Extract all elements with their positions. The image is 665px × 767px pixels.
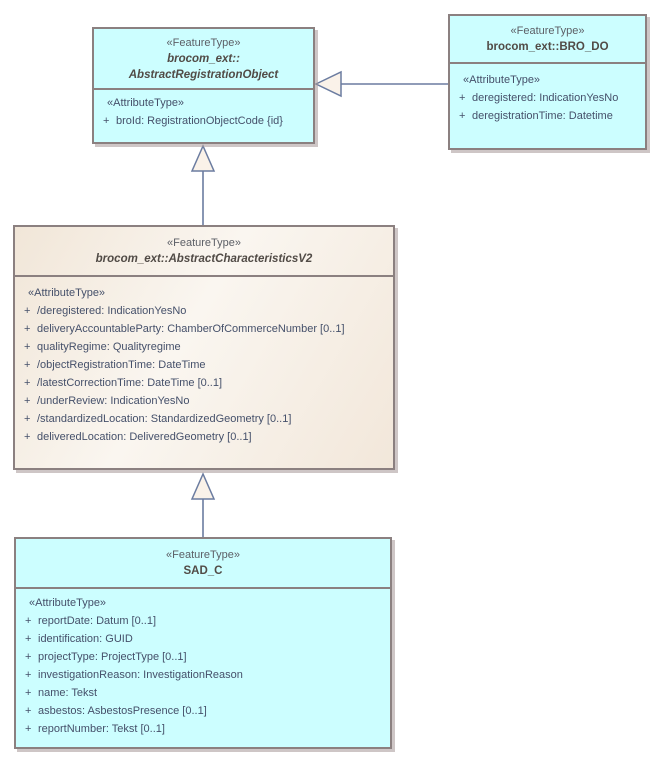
visibility-marker: +	[459, 110, 466, 122]
attribute-text: name: Tekst	[38, 687, 98, 699]
attribute-text: reportNumber: Tekst [0..1]	[38, 723, 165, 735]
attribute-text: /deregistered: IndicationYesNo	[37, 305, 187, 317]
attribute-text: deregistrationTime: Datetime	[472, 110, 613, 122]
attribute-text: projectType: ProjectType [0..1]	[38, 651, 187, 663]
visibility-marker: +	[103, 115, 110, 127]
attribute-list	[450, 89, 645, 125]
generalization-arrowhead-icon	[192, 146, 214, 171]
attribute-row	[15, 374, 393, 392]
attribute-compartment	[15, 277, 393, 446]
attribute-text: deliveredLocation: DeliveredGeometry [0..1]	[37, 431, 252, 443]
generalization-arrowhead-icon	[316, 72, 341, 96]
class-name: SAD_C	[183, 565, 223, 577]
attribute-stereotype: «AttributeType»	[29, 597, 107, 609]
attribute-row	[450, 89, 645, 107]
class-box-sad-c	[14, 537, 392, 749]
visibility-marker: +	[25, 687, 32, 699]
generalization-arrowhead-icon	[192, 474, 214, 499]
visibility-marker: +	[24, 359, 31, 371]
class-name-block	[16, 563, 390, 579]
class-header	[450, 16, 645, 64]
visibility-marker: +	[24, 395, 31, 407]
attribute-text: asbestos: AsbestosPresence [0..1]	[38, 705, 207, 717]
class-name: brocom_ext::BRO_DO	[486, 41, 609, 53]
visibility-marker: +	[25, 633, 32, 645]
attribute-text: /standardizedLocation: StandardizedGeometry [0..1]	[37, 413, 292, 425]
class-header	[15, 227, 393, 277]
class-box-abstract-registration-object	[92, 27, 315, 144]
class-name: brocom_ext::	[167, 52, 240, 65]
attribute-compartment	[94, 90, 313, 130]
class-box-abstract-characteristics-v2	[13, 225, 395, 470]
class-name-block	[94, 51, 313, 83]
attribute-row	[15, 356, 393, 374]
visibility-marker: +	[24, 431, 31, 443]
attribute-list	[16, 612, 390, 738]
visibility-marker: +	[24, 305, 31, 317]
visibility-marker: +	[25, 669, 32, 681]
attribute-list	[94, 112, 313, 130]
attribute-row	[15, 392, 393, 410]
attribute-row	[16, 648, 390, 666]
attribute-text: broId: RegistrationObjectCode {id}	[116, 115, 283, 127]
attribute-row	[15, 320, 393, 338]
attribute-compartment	[16, 589, 390, 738]
class-stereotype: «FeatureType»	[167, 237, 241, 249]
class-stereotype: «FeatureType»	[166, 549, 240, 561]
visibility-marker: +	[24, 323, 31, 335]
class-name-block	[15, 251, 393, 267]
attribute-text: /latestCorrectionTime: DateTime [0..1]	[37, 377, 223, 389]
attribute-stereotype: «AttributeType»	[107, 97, 185, 109]
class-name: AbstractRegistrationObject	[128, 68, 279, 81]
generalization-bro-do-to-abstract-registration-object	[316, 72, 448, 96]
attribute-text: reportDate: Datum [0..1]	[38, 615, 156, 627]
attribute-list	[15, 302, 393, 446]
visibility-marker: +	[459, 92, 466, 104]
attribute-row	[16, 702, 390, 720]
attribute-row	[15, 338, 393, 356]
attribute-stereotype: «AttributeType»	[28, 287, 106, 299]
attribute-text: investigationReason: InvestigationReason	[38, 669, 243, 681]
class-stereotype: «FeatureType»	[510, 25, 585, 37]
class-stereotype: «FeatureType»	[166, 36, 241, 49]
generalization-abstract-characteristics-v2-to-abstract-registration-object	[192, 146, 214, 225]
class-header	[94, 29, 313, 90]
attribute-text: identification: GUID	[38, 633, 133, 645]
attribute-row	[16, 720, 390, 738]
attribute-row	[16, 612, 390, 630]
attribute-row	[16, 684, 390, 702]
attribute-text: /underReview: IndicationYesNo	[37, 395, 190, 407]
visibility-marker: +	[25, 615, 32, 627]
class-name: brocom_ext::AbstractCharacteristicsV2	[95, 253, 313, 265]
visibility-marker: +	[25, 723, 32, 735]
attribute-row	[15, 428, 393, 446]
attribute-row	[15, 302, 393, 320]
attribute-row	[450, 107, 645, 125]
attribute-text: deliveryAccountableParty: ChamberOfCommerceNumber [0..1]	[37, 323, 345, 335]
attribute-row	[15, 410, 393, 428]
attribute-compartment	[450, 64, 645, 125]
visibility-marker: +	[24, 413, 31, 425]
class-header	[16, 539, 390, 589]
class-box-bro-do	[448, 14, 647, 150]
attribute-row	[16, 630, 390, 648]
attribute-text: qualityRegime: Qualityregime	[37, 341, 181, 353]
class-name-block	[450, 39, 645, 55]
attribute-row	[94, 112, 313, 130]
generalization-sad-c-to-abstract-characteristics-v2	[192, 474, 214, 537]
visibility-marker: +	[24, 377, 31, 389]
visibility-marker: +	[25, 651, 32, 663]
attribute-row	[16, 666, 390, 684]
attribute-stereotype: «AttributeType»	[463, 74, 541, 86]
attribute-text: deregistered: IndicationYesNo	[472, 92, 619, 104]
visibility-marker: +	[24, 341, 31, 353]
visibility-marker: +	[25, 705, 32, 717]
attribute-text: /objectRegistrationTime: DateTime	[37, 359, 206, 371]
